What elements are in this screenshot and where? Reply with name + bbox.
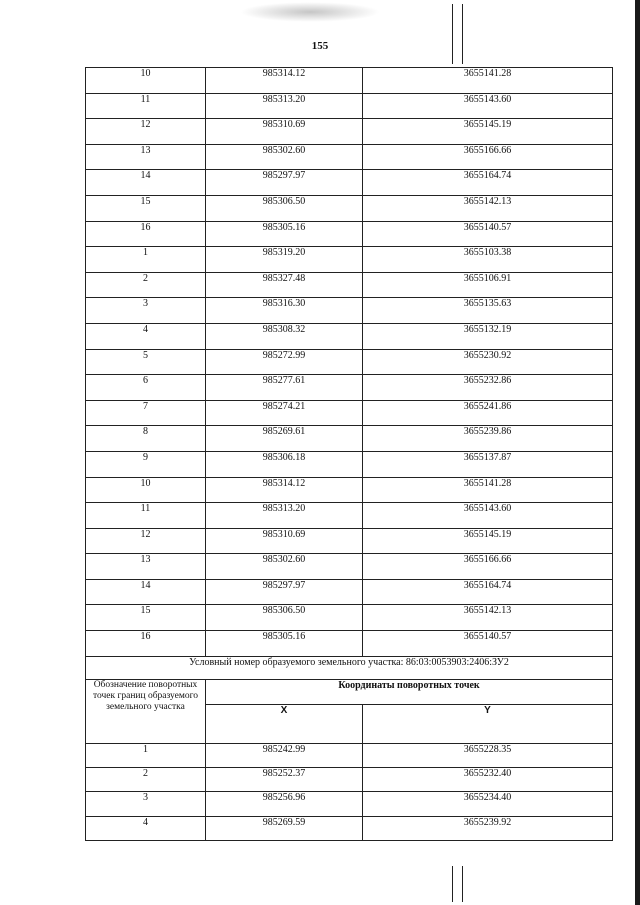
table-row bbox=[86, 349, 613, 375]
table-row bbox=[86, 426, 613, 452]
x-coordinate-cell: 985314.12 bbox=[206, 477, 363, 503]
y-coordinate-cell: 3655142.13 bbox=[363, 195, 613, 221]
x-column-header: X bbox=[206, 704, 363, 743]
coordinates-header: Координаты поворотных точек bbox=[206, 679, 613, 704]
table-row bbox=[86, 768, 613, 792]
x-coordinate-cell: 985277.61 bbox=[206, 375, 363, 401]
table-row bbox=[86, 298, 613, 324]
table2-header bbox=[86, 656, 613, 743]
point-number-cell: 9 bbox=[86, 451, 206, 477]
points-designation-header: Обозначение поворотных точек границ образуемого земельного участка bbox=[86, 679, 206, 743]
point-number-cell: 2 bbox=[86, 768, 206, 792]
x-coordinate-cell: 985297.97 bbox=[206, 579, 363, 605]
table-row bbox=[86, 93, 613, 119]
y-coordinate-cell: 3655137.87 bbox=[363, 451, 613, 477]
table-row bbox=[86, 477, 613, 503]
y-column-header: Y bbox=[363, 704, 613, 743]
point-number-cell: 13 bbox=[86, 554, 206, 580]
table-row bbox=[86, 631, 613, 657]
table-row bbox=[86, 792, 613, 816]
x-coordinate-cell: 985252.37 bbox=[206, 768, 363, 792]
x-coordinate-cell: 985319.20 bbox=[206, 247, 363, 273]
table1-body bbox=[86, 68, 613, 657]
y-coordinate-cell: 3655239.92 bbox=[363, 816, 613, 840]
x-coordinate-cell: 985310.69 bbox=[206, 119, 363, 145]
table-row bbox=[86, 400, 613, 426]
point-number-cell: 16 bbox=[86, 221, 206, 247]
y-coordinate-cell: 3655232.40 bbox=[363, 768, 613, 792]
table-row bbox=[86, 221, 613, 247]
table-row bbox=[86, 743, 613, 767]
x-coordinate-cell: 985313.20 bbox=[206, 93, 363, 119]
table-row bbox=[86, 272, 613, 298]
x-coordinate-cell: 985272.99 bbox=[206, 349, 363, 375]
table-row bbox=[86, 579, 613, 605]
y-coordinate-cell: 3655106.91 bbox=[363, 272, 613, 298]
point-number-cell: 10 bbox=[86, 477, 206, 503]
x-coordinate-cell: 985256.96 bbox=[206, 792, 363, 816]
page-number: 155 bbox=[311, 40, 329, 52]
point-number-cell: 3 bbox=[86, 792, 206, 816]
table-row bbox=[86, 554, 613, 580]
y-coordinate-cell: 3655145.19 bbox=[363, 528, 613, 554]
x-coordinate-cell: 985305.16 bbox=[206, 631, 363, 657]
table2-body bbox=[86, 743, 613, 841]
y-coordinate-cell: 3655164.74 bbox=[363, 579, 613, 605]
x-coordinate-cell: 985313.20 bbox=[206, 503, 363, 529]
y-coordinate-cell: 3655241.86 bbox=[363, 400, 613, 426]
y-coordinate-cell: 3655140.57 bbox=[363, 631, 613, 657]
binder-mark-bottom bbox=[452, 866, 463, 902]
x-coordinate-cell: 985302.60 bbox=[206, 144, 363, 170]
table-row bbox=[86, 195, 613, 221]
point-number-cell: 1 bbox=[86, 743, 206, 767]
y-coordinate-cell: 3655103.38 bbox=[363, 247, 613, 273]
y-coordinate-cell: 3655234.40 bbox=[363, 792, 613, 816]
x-coordinate-cell: 985305.16 bbox=[206, 221, 363, 247]
table-row bbox=[86, 247, 613, 273]
x-coordinate-cell: 985310.69 bbox=[206, 528, 363, 554]
x-coordinate-cell: 985314.12 bbox=[206, 68, 363, 94]
point-number-cell: 12 bbox=[86, 528, 206, 554]
point-number-cell: 5 bbox=[86, 349, 206, 375]
y-coordinate-cell: 3655166.66 bbox=[363, 554, 613, 580]
coordinates-table bbox=[85, 67, 613, 841]
x-coordinate-cell: 985269.59 bbox=[206, 816, 363, 840]
table-row bbox=[86, 144, 613, 170]
point-number-cell: 11 bbox=[86, 93, 206, 119]
x-coordinate-cell: 985242.99 bbox=[206, 743, 363, 767]
y-coordinate-cell: 3655228.35 bbox=[363, 743, 613, 767]
point-number-cell: 4 bbox=[86, 816, 206, 840]
x-coordinate-cell: 985327.48 bbox=[206, 272, 363, 298]
point-number-cell: 14 bbox=[86, 579, 206, 605]
page-edge-shadow bbox=[635, 0, 640, 905]
scan-artifact bbox=[240, 2, 380, 22]
table-row bbox=[86, 323, 613, 349]
y-coordinate-cell: 3655164.74 bbox=[363, 170, 613, 196]
point-number-cell: 7 bbox=[86, 400, 206, 426]
table-row bbox=[86, 503, 613, 529]
x-coordinate-cell: 985297.97 bbox=[206, 170, 363, 196]
point-number-cell: 4 bbox=[86, 323, 206, 349]
y-coordinate-cell: 3655140.57 bbox=[363, 221, 613, 247]
x-coordinate-cell: 985306.18 bbox=[206, 451, 363, 477]
y-coordinate-cell: 3655230.92 bbox=[363, 349, 613, 375]
point-number-cell: 16 bbox=[86, 631, 206, 657]
table-row bbox=[86, 816, 613, 840]
point-number-cell: 15 bbox=[86, 195, 206, 221]
point-number-cell: 2 bbox=[86, 272, 206, 298]
point-number-cell: 14 bbox=[86, 170, 206, 196]
y-coordinate-cell: 3655141.28 bbox=[363, 477, 613, 503]
y-coordinate-cell: 3655135.63 bbox=[363, 298, 613, 324]
y-coordinate-cell: 3655143.60 bbox=[363, 93, 613, 119]
x-coordinate-cell: 985274.21 bbox=[206, 400, 363, 426]
point-number-cell: 12 bbox=[86, 119, 206, 145]
point-number-cell: 8 bbox=[86, 426, 206, 452]
x-coordinate-cell: 985308.32 bbox=[206, 323, 363, 349]
y-coordinate-cell: 3655132.19 bbox=[363, 323, 613, 349]
x-coordinate-cell: 985302.60 bbox=[206, 554, 363, 580]
point-number-cell: 1 bbox=[86, 247, 206, 273]
point-number-cell: 10 bbox=[86, 68, 206, 94]
parcel-caption: Условный номер образуемого земельного участка: 86:03:0053903:2406:ЗУ2 bbox=[86, 656, 613, 679]
table-row bbox=[86, 605, 613, 631]
y-coordinate-cell: 3655232.86 bbox=[363, 375, 613, 401]
y-coordinate-cell: 3655145.19 bbox=[363, 119, 613, 145]
binder-mark-top bbox=[452, 4, 463, 64]
y-coordinate-cell: 3655166.66 bbox=[363, 144, 613, 170]
point-number-cell: 15 bbox=[86, 605, 206, 631]
table-row bbox=[86, 170, 613, 196]
x-coordinate-cell: 985316.30 bbox=[206, 298, 363, 324]
point-number-cell: 3 bbox=[86, 298, 206, 324]
y-coordinate-cell: 3655141.28 bbox=[363, 68, 613, 94]
table-row bbox=[86, 68, 613, 94]
table-row bbox=[86, 375, 613, 401]
table-row bbox=[86, 119, 613, 145]
x-coordinate-cell: 985269.61 bbox=[206, 426, 363, 452]
x-coordinate-cell: 985306.50 bbox=[206, 195, 363, 221]
table-row bbox=[86, 451, 613, 477]
point-number-cell: 13 bbox=[86, 144, 206, 170]
x-coordinate-cell: 985306.50 bbox=[206, 605, 363, 631]
table-row bbox=[86, 528, 613, 554]
point-number-cell: 11 bbox=[86, 503, 206, 529]
y-coordinate-cell: 3655142.13 bbox=[363, 605, 613, 631]
point-number-cell: 6 bbox=[86, 375, 206, 401]
y-coordinate-cell: 3655239.86 bbox=[363, 426, 613, 452]
y-coordinate-cell: 3655143.60 bbox=[363, 503, 613, 529]
